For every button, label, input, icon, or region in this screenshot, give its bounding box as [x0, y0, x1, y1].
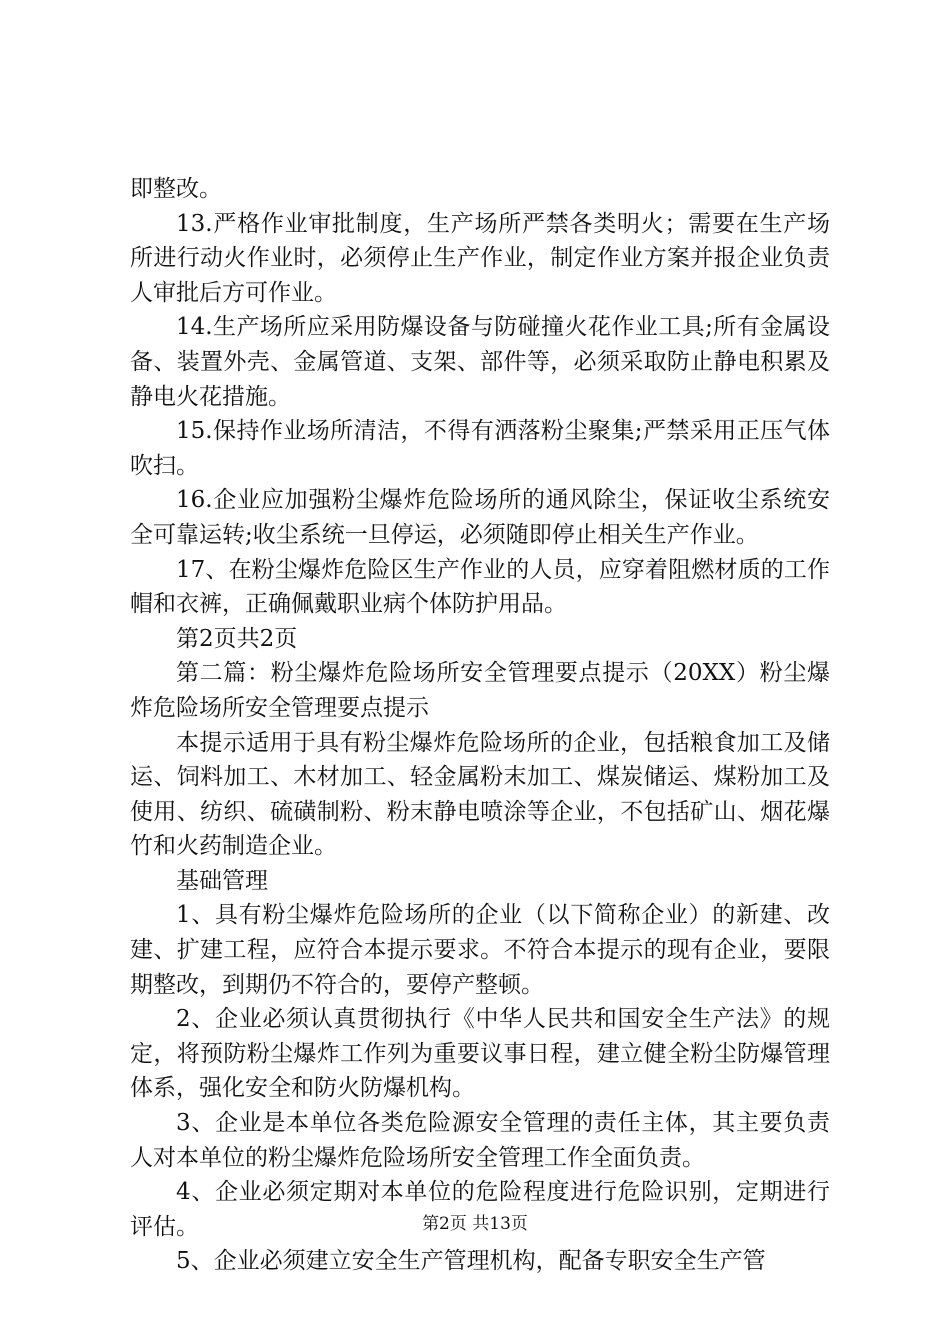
page-footer: 第2页 共13页 [422, 1214, 528, 1234]
paragraph: 17、在粉尘爆炸危险区生产作业的人员，应穿着阻燃材质的工作帽和衣裤，正确佩戴职业病个体防护用品。 [130, 556, 830, 618]
paragraph: 本提示适用于具有粉尘爆炸危险场所的企业，包括粮食加工及储运、饲料加工、木材加工、轻金属粉末加工、煤炭储运、煤粉加工及使用、纺织、硫磺制粉、粉末静电喷涂等企业，不包括矿山、烟花爆竹和火药制造企业。 [130, 729, 830, 860]
document-body [130, 172, 830, 1279]
paragraph: 5、企业必须建立安全生产管理机构，配备专职安全生产管 [176, 1248, 766, 1275]
paragraph: 第二篇：粉尘爆炸危险场所安全管理要点提示（20XX）粉尘爆炸危险场所安全管理要点提示 [130, 660, 830, 721]
paragraph: 即整改。 [130, 176, 222, 202]
paragraph: 2、企业必须认真贯彻执行《中华人民共和国安全生产法》的规定，将预防粉尘爆炸工作列为重要议事日程，建立健全粉尘防爆管理体系，强化安全和防火防爆机构。 [130, 1006, 830, 1102]
paragraph: 14.生产场所应采用防爆设备与防碰撞火花作业工具;所有金属设备、装置外壳、金属管道、支架、部件等，必须采取防止静电积累及静电火花措施。 [130, 314, 830, 410]
paragraph: 15.保持作业场所清洁，不得有洒落粉尘聚集;严禁采用正压气体吹扫。 [130, 418, 830, 479]
paragraph: 基础管理 [176, 867, 268, 894]
paragraph: 4、企业必须定期对本单位的危险程度进行危险识别，定期进行评估。 [130, 1179, 830, 1240]
paragraph: 第2页共2页 [176, 625, 298, 652]
paragraph: 16.企业应加强粉尘爆炸危险场所的通风除尘，保证收尘系统安全可靠运转;收尘系统一旦停运，必须随即停止相关生产作业。 [130, 487, 830, 548]
paragraph: 3、企业是本单位各类危险源安全管理的责任主体，其主要负责人对本单位的粉尘爆炸危险场所安全管理工作全面负责。 [130, 1110, 830, 1171]
paragraph: 1、具有粉尘爆炸危险场所的企业（以下简称企业）的新建、改建、扩建工程，应符合本提示要求。不符合本提示的现有企业，要限期整改，到期仍不符合的，要停产整顿。 [130, 902, 830, 998]
paragraph: 13.严格作业审批制度，生产场所严禁各类明火；需要在生产场所进行动火作业时，必须停止生产作业，制定作业方案并报企业负责人审批后方可作业。 [130, 210, 830, 306]
